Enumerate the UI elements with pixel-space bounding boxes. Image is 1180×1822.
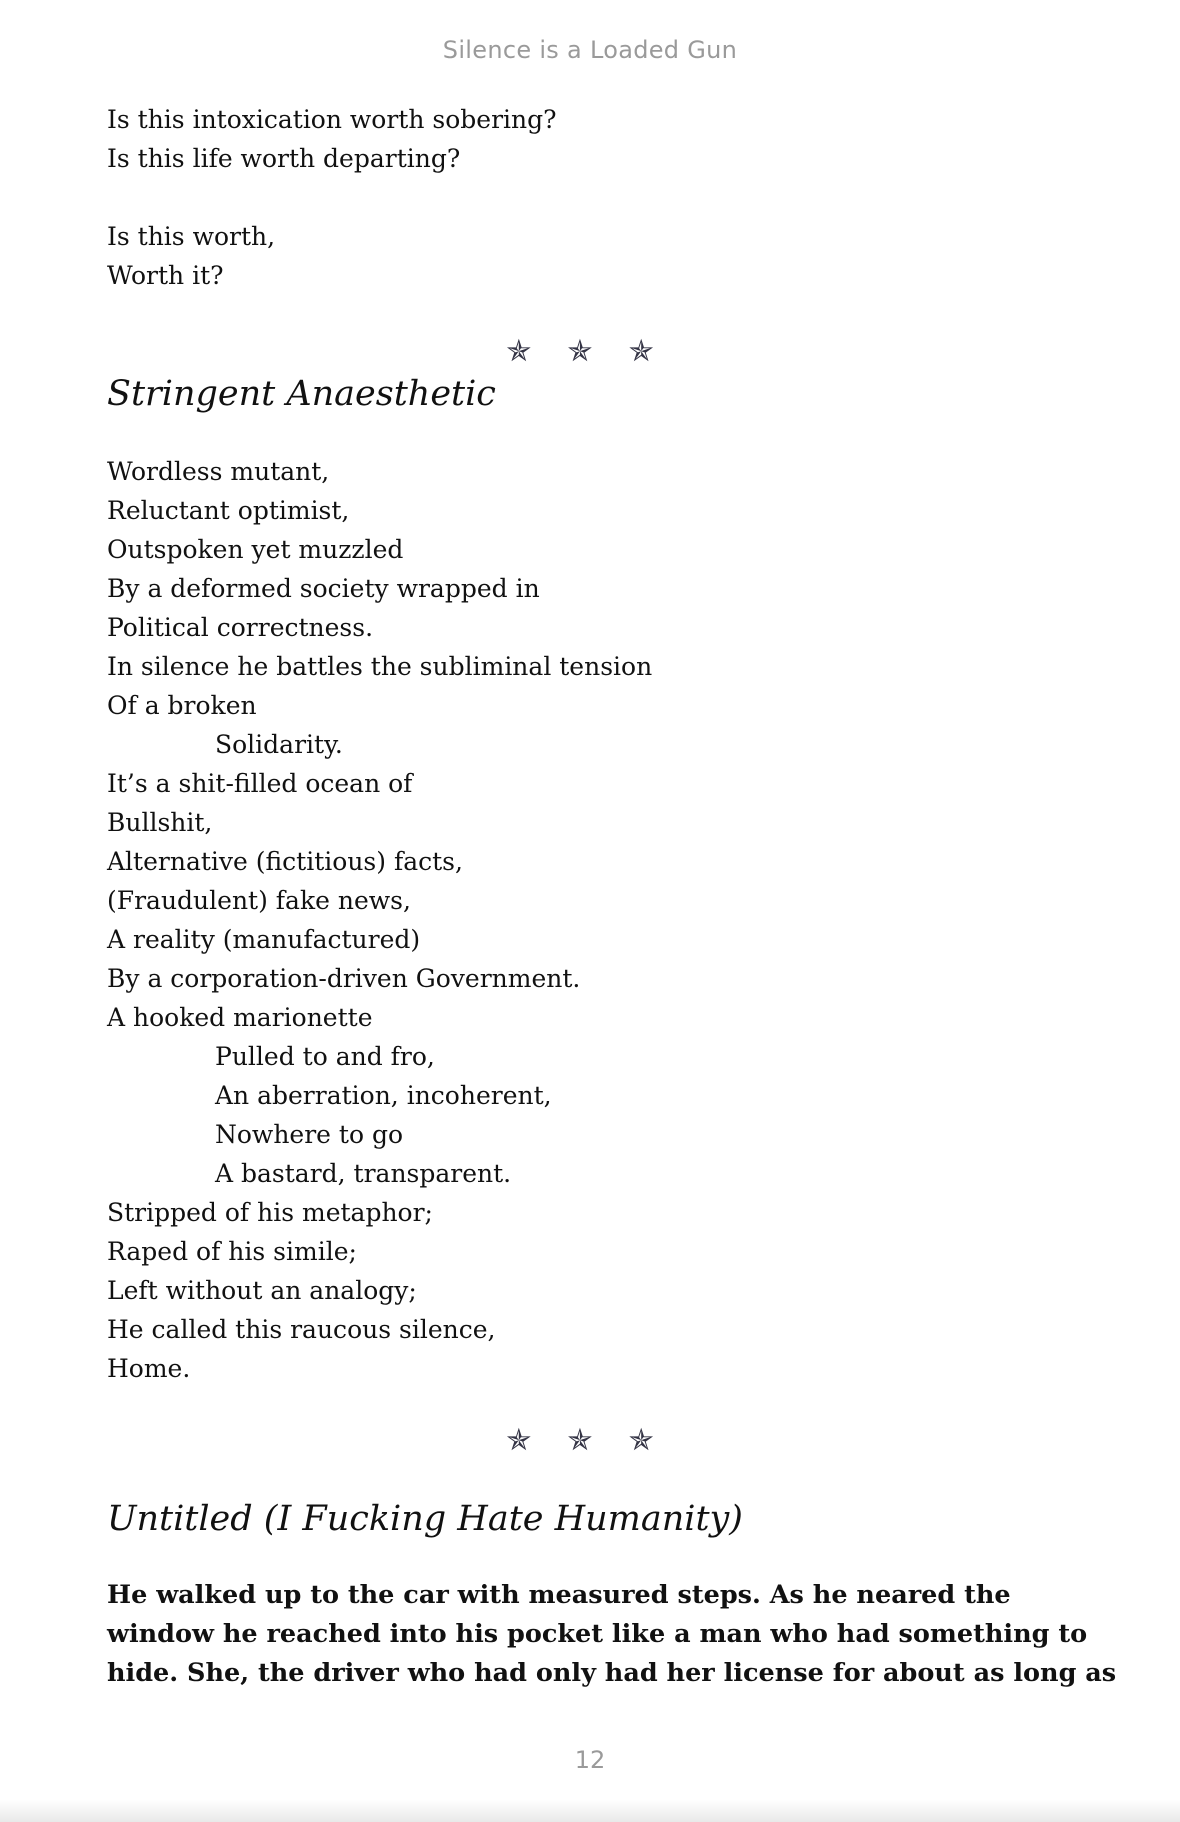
verse-line-indented: An aberration, incoherent, <box>215 1081 552 1110</box>
verse-line: Is this life worth departing? <box>107 144 461 173</box>
verse-line: In silence he battles the subliminal tension <box>107 652 653 681</box>
verse-line: Worth it? <box>107 261 224 290</box>
verse-line-indented: A bastard, transparent. <box>215 1159 512 1188</box>
verse-line: Left without an analogy; <box>107 1276 417 1305</box>
verse-line: Outspoken yet muzzled <box>107 535 404 564</box>
poem-title: Stringent Anaesthetic <box>107 374 496 414</box>
verse-line: Political correctness. <box>107 613 374 642</box>
verse-line: Home. <box>107 1354 191 1383</box>
intro-stanza <box>107 100 1087 295</box>
star-icon: ✯ <box>628 334 674 369</box>
poem-body <box>107 452 1087 1388</box>
section-separator <box>0 1421 1180 1461</box>
verse-line-indented: Nowhere to go <box>215 1120 404 1149</box>
verse-line: Wordless mutant, <box>107 457 330 486</box>
verse-line: Is this worth, <box>107 222 276 251</box>
verse-line: It’s a shit-filled ocean of <box>107 769 413 798</box>
verse-line: By a deformed society wrapped in <box>107 574 540 603</box>
page-bottom-shadow <box>0 1800 1180 1822</box>
verse-line-indented: Pulled to and fro, <box>215 1042 435 1071</box>
star-icon: ✯ <box>506 334 552 369</box>
stanza-break <box>107 178 1087 217</box>
verse-line: Raped of his simile; <box>107 1237 357 1266</box>
verse-line: Alternative (fictitious) facts, <box>107 847 463 876</box>
star-icon: ✯ <box>628 1423 674 1458</box>
prose-line: He walked up to the car with measured steps. As he neared the <box>107 1580 1011 1610</box>
verse-line: Reluctant optimist, <box>107 496 350 525</box>
star-icon: ✯ <box>567 334 613 369</box>
prose-line: hide. She, the driver who had only had her license for about as long as <box>107 1658 1117 1688</box>
star-icon: ✯ <box>567 1423 613 1458</box>
page-number: 12 <box>574 1746 606 1774</box>
running-head: Silence is a Loaded Gun <box>442 36 738 64</box>
verse-line: By a corporation-driven Government. <box>107 964 581 993</box>
star-icon: ✯ <box>506 1423 552 1458</box>
verse-line: He called this raucous silence, <box>107 1315 496 1344</box>
prose-line: window he reached into his pocket like a man who had something to <box>107 1619 1088 1649</box>
verse-line: Bullshit, <box>107 808 213 837</box>
story-paragraph <box>107 1576 1117 1693</box>
section-separator <box>0 332 1180 372</box>
verse-line: (Fraudulent) fake news, <box>107 886 411 915</box>
story-title: Untitled (I Fucking Hate Humanity) <box>107 1499 743 1539</box>
verse-line: Stripped of his metaphor; <box>107 1198 433 1227</box>
verse-line-indented: Solidarity. <box>215 730 343 759</box>
verse-line: A hooked marionette <box>107 1003 373 1032</box>
verse-line: Of a broken <box>107 691 257 720</box>
verse-line: A reality (manufactured) <box>107 925 421 954</box>
verse-line: Is this intoxication worth sobering? <box>107 105 557 134</box>
